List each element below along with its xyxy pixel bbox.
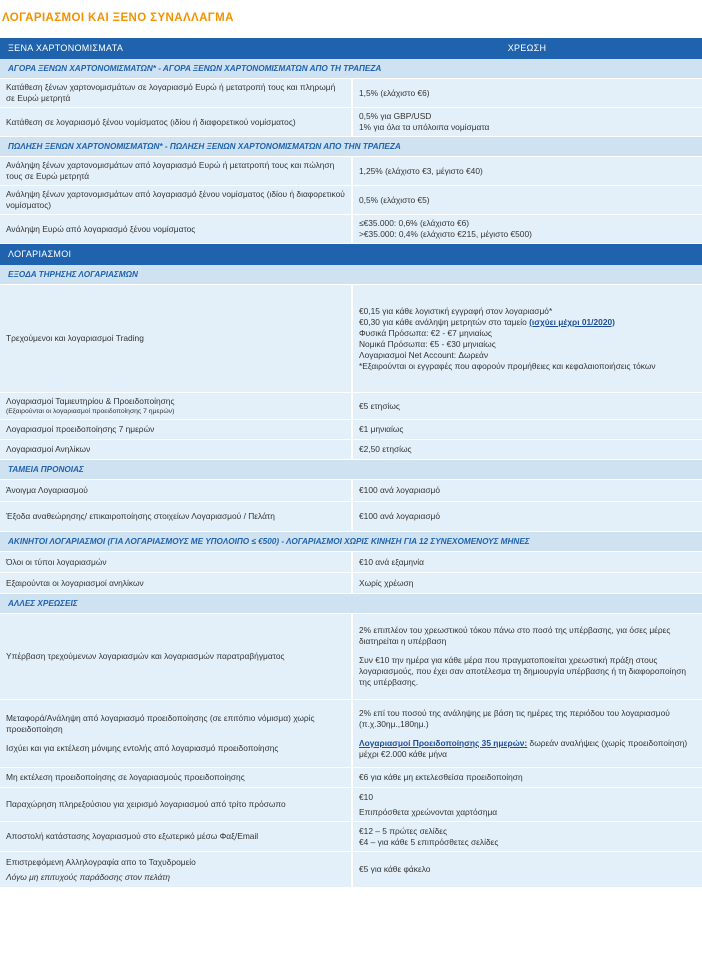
label-note: (Εξαιρούνται οι λογαριασμοί προειδοποίησης 7 ημερών): [6, 408, 175, 415]
provident-heading: ΤΑΜΕΙΑ ΠΡΟΝΟΙΑΣ: [0, 460, 702, 480]
fx-header-row: [0, 38, 702, 59]
fee-line: Επιπρόσθετα χρεώνονται χαρτόσημα: [359, 806, 498, 817]
fee-line: Φυσικά Πρόσωπα: €2 - €7 μηνιαίως: [359, 327, 492, 338]
fee-value: [352, 788, 702, 822]
fee-label: Λογαριασμοί Ανηλίκων: [0, 440, 352, 460]
fee-label: Παραχώρηση πληρεξούσιου για χειρισμό λογαριασμού από τρίτο πρόσωπο: [0, 788, 352, 822]
fee-label: Αποστολή κατάστασης λογαριασμού στο εξωτερικό μέσω Φαξ/Email: [0, 822, 352, 852]
fee-line: 2% επιπλέον του χρεωστικού τόκου πάνω στο ποσό της υπέρβασης, για όσες μέρες διατηρείται η υπέρβαση: [359, 625, 671, 646]
fee-line: Συν €10 την ημέρα για κάθε μέρα που πραγματοποιείται χρεωστική πράξη στους λογαριασμούς, που έχει σαν αποτέλεσμα τη δημιουργία υπέρβασης ή τη διαφοροποίηση της υπέρβασης.: [359, 655, 687, 687]
fee-line: €10: [359, 791, 373, 802]
section-heading: [0, 532, 702, 552]
table-row: [0, 393, 702, 420]
fee-value: €5 ετησίως: [352, 393, 702, 420]
fee-label: [0, 852, 352, 888]
label-line: Ισχύει και για εκτέλεση μόνιμης εντολής από λογαριασμό προειδοποίησης: [6, 743, 279, 753]
label-line: Μεταφορά/Ανάληψη από λογαριασμό προειδοποίησης (σε επιτόπιο νόμισμα) χωρίς προειδοποίηση: [6, 713, 315, 734]
label-line: Λόγω μη επιτυχούς παράδοσης στον πελάτη: [6, 871, 171, 882]
fee-value: 1,5% (ελάχιστο €6): [352, 79, 702, 108]
fee-label: Λογαριασμοί προειδοποίησης 7 ημερών: [0, 420, 352, 440]
fee-value: 1,25% (ελάχιστο €3, μέγιστο €40): [352, 157, 702, 186]
table-row: [0, 822, 702, 852]
fee-text: €0,30 για κάθε ανάληψη μετρητών στο ταμείο: [359, 316, 530, 327]
fee-label: Όλοι οι τύποι λογαριασμών: [0, 552, 352, 573]
page-title: ΛΟΓΑΡΙΑΣΜΟΙ ΚΑΙ ΞΕΝΟ ΣΥΝΑΛΛΑΓΜΑ: [2, 12, 234, 24]
fee-value: 0,5% (ελάχιστο €5): [352, 186, 702, 215]
fee-value: [352, 108, 702, 137]
fee-label: Έξοδα αναθεώρησης/ επικαιροποίησης στοιχείων Λογαριασμού / Πελάτη: [0, 502, 352, 532]
fee-label: Μη εκτέλεση προειδοποίησης σε λογαριασμούς προειδοποίησης: [0, 768, 352, 788]
fee-line: [359, 738, 696, 760]
table-row: [0, 108, 702, 137]
fee-label: Κατάθεση ξένων χαρτονομισμάτων σε λογαριασμό Ευρώ ή μετατροπή τους και πληρωμή σε Ευρώ μετρητά: [0, 79, 352, 108]
table-row: [0, 420, 702, 440]
fx-header-left: ΞΕΝΑ ΧΑΡΤΟΝΟΜΙΣΜΑΤΑ: [0, 38, 352, 59]
dormant-heading: ΑΚΙΝΗΤΟΙ ΛΟΓΑΡΙΑΣΜΟΙ (ΓΙΑ ΛΟΓΑΡΙΑΣΜΟΥΣ ΜΕ ΥΠΟΛΟΙΠΟ ≤ €500) - ΛΟΓΑΡΙΑΣΜΟΙ ΧΩΡΙΣ ΚΙΝΗΣΗ ΓΙΑ 12 ΣΥΝΕΧΟΜΕΝΟΥΣ ΜΗΝΕΣ: [0, 532, 702, 552]
notice-35-days: Λογαριασμοί Προειδοποίησης 35 ημερών:: [359, 737, 528, 748]
fee-value: Χωρίς χρέωση: [352, 573, 702, 594]
section-heading: [0, 460, 702, 480]
table-row: [0, 573, 702, 594]
table-row: [0, 788, 702, 822]
other-heading: ΑΛΛΕΣ ΧΡΕΩΣΕΙΣ: [0, 594, 702, 614]
label-line: Λογαριασμοί Ταμιευτηρίου & Προειδοποίησης: [6, 396, 175, 406]
fee-value: €100 ανά λογαριασμό: [352, 502, 702, 532]
fee-line: Λογαριασμοί Net Account: Δωρεάν: [359, 349, 489, 360]
fee-line: €4 – για κάθε 5 επιπρόσθετες σελίδες: [359, 836, 499, 847]
fee-line: >€35.000: 0,4% (ελάχιστο €215, μέγιστο €500): [359, 229, 532, 239]
table-row: [0, 768, 702, 788]
fee-text: δωρεάν αναλήψεις (χωρίς προειδοποίηση) μέχρι €2.000 κάθε μήνα: [359, 737, 688, 759]
section-heading: [0, 594, 702, 614]
fee-value: [352, 700, 702, 768]
table-row: [0, 215, 702, 244]
fee-value: €2,50 ετησίως: [352, 440, 702, 460]
fee-value: €5 για κάθε φάκελο: [352, 852, 702, 888]
table-row: [0, 285, 702, 393]
fee-line: 0,5% για GBP/USD: [359, 111, 432, 121]
fee-label: Κατάθεση σε λογαριασμό ξένου νομίσματος (ιδίου ή διαφορετικού νομίσματος): [0, 108, 352, 137]
fx-header-right: ΧΡΕΩΣΗ: [352, 38, 702, 59]
fx-buy-heading: ΑΓΟΡΑ ΞΕΝΩΝ ΧΑΡΤΟΝΟΜΙΣΜΑΤΩΝ* - ΑΓΟΡΑ ΞΕΝΩΝ ΧΑΡΤΟΝΟΜΙΣΜΑΤΩΝ ΑΠΟ ΤΗ ΤΡΑΠΕΖΑ: [0, 59, 702, 79]
fee-line: 2% επί του ποσού της ανάληψης με βάση τις ημέρες της περιόδου του λογαριασμού (π.χ.30ημ.,180ημ.): [359, 707, 670, 729]
fee-value: [352, 215, 702, 244]
accounts-header-row: [0, 244, 702, 266]
fee-value: [352, 822, 702, 852]
fee-label: Ανάληψη ξένων χαρτονομισμάτων από λογαριασμό Ευρώ ή μετατροπή τους και πώληση τους σε Ευρώ μετρητά: [0, 157, 352, 186]
table-row: [0, 157, 702, 186]
fee-label: Τρεχούμενοι και λογαριασμοί Trading: [0, 285, 352, 393]
fee-label: Ανάληψη Ευρώ από λογαριασμό ξένου νομίσματος: [0, 215, 352, 244]
fee-label: [0, 393, 352, 420]
fee-line: ≤€35.000: 0,6% (ελάχιστο €6): [359, 218, 470, 228]
table-row: [0, 186, 702, 215]
fee-value: €10 ανά εξαμηνία: [352, 552, 702, 573]
fee-label: Εξαιρούνται οι λογαριασμοί ανηλίκων: [0, 573, 352, 594]
fee-value: [352, 614, 702, 700]
fee-value: €1 μηνιαίως: [352, 420, 702, 440]
table-row: [0, 440, 702, 460]
table-row: [0, 79, 702, 108]
table-row: [0, 614, 702, 700]
fee-label: Άνοιγμα Λογαριασμού: [0, 480, 352, 502]
table-row: [0, 502, 702, 532]
fees-table: [0, 38, 702, 888]
fee-line: 1% για όλα τα υπόλοιπα νομίσματα: [359, 122, 490, 132]
table-row: [0, 552, 702, 573]
table-row: [0, 700, 702, 768]
table-row: [0, 480, 702, 502]
accounts-header: ΛΟΓΑΡΙΑΣΜΟΙ: [0, 244, 702, 266]
maintenance-heading: ΕΞΟΔΑ ΤΗΡΗΣΗΣ ΛΟΓΑΡΙΑΣΜΩΝ: [0, 265, 702, 285]
section-heading: [0, 59, 702, 79]
fee-line: €12 – 5 πρώτες σελίδες: [359, 825, 448, 836]
section-heading: [0, 265, 702, 285]
fee-label: Υπέρβαση τρεχούμενων λογαριασμών και λογαριασμών παρατραβήγματος: [0, 614, 352, 700]
section-heading: [0, 137, 702, 157]
fee-label: Ανάληψη ξένων χαρτονομισμάτων από λογαριασμό ξένου νομίσματος (ιδίου ή διαφορετικού νομίσματος): [0, 186, 352, 215]
table-row: [0, 852, 702, 888]
label-line: Επιστρεφόμενη Αλληλογραφία απο το Ταχυδρομείο: [6, 856, 196, 867]
fx-sell-heading: ΠΩΛΗΣΗ ΞΕΝΩΝ ΧΑΡΤΟΝΟΜΙΣΜΑΤΩΝ* - ΠΩΛΗΣΗ ΞΕΝΩΝ ΧΑΡΤΟΝΟΜΙΣΜΑΤΩΝ ΑΠΟ ΤΗΝ ΤΡΑΠΕΖΑ: [0, 137, 702, 157]
fee-value: €100 ανά λογαριασμό: [352, 480, 702, 502]
fee-line: Νομικά Πρόσωπα: €5 - €30 μηνιαίως: [359, 338, 496, 349]
validity-note: (ισχύει μέχρι 01/2020): [529, 316, 615, 327]
fee-line: [359, 317, 696, 328]
fee-label: [0, 700, 352, 768]
fee-line: €0,15 για κάθε λογιστική εγγραφή στον λογαριασμό*: [359, 305, 553, 316]
fee-line: *Εξαιρούνται οι εγγραφές που αφορούν προμήθειες και κεφαλαιοποιήσεις τόκων: [359, 360, 656, 371]
fee-value: [352, 285, 702, 393]
fee-value: €6 για κάθε μη εκτελεσθείσα προειδοποίηση: [352, 768, 702, 788]
